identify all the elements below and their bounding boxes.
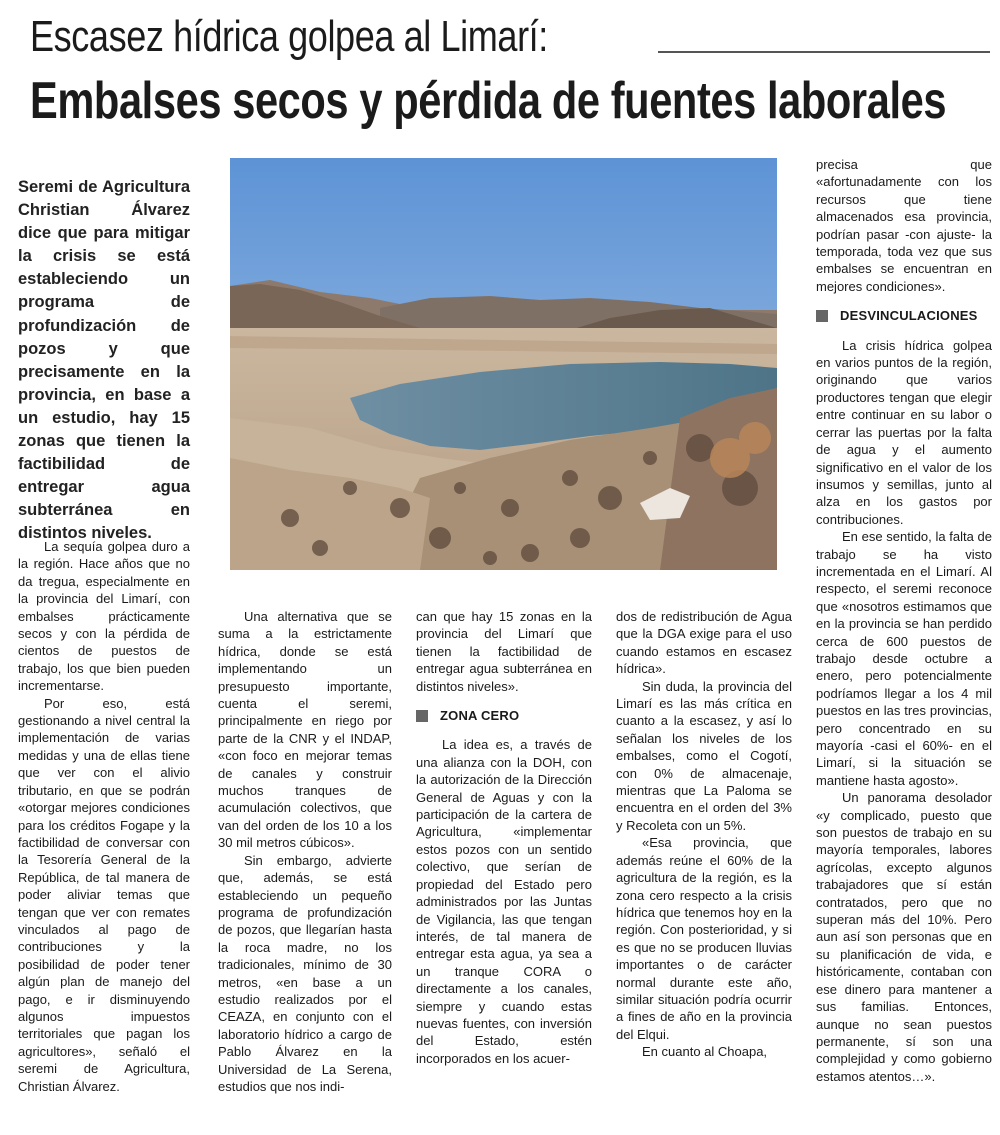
paragraph: can que hay 15 zonas en la provincia del Limarí que tienen la factibilidad de entregar agua subterránea en distintos niveles».	[416, 609, 592, 694]
paragraph: Una alternativa que se suma a la estrictamente hídrica, donde se está implementando un presupuesto importante, cuenta el seremi, principalmente en riego por parte de la CNR y el INDAP, «con foco en mejorar temas de canales y construir muchos tranques de acumulación colectivos, que van del orden de los 10 a los 30 mil metros cúbicos».	[218, 609, 392, 851]
paragraph: «Esa provincia, que además reúne el 60% de la agricultura de la región, es la zona cero respecto a la crisis hídrica que tenemos hoy en la región. Con posterioridad, y si es que no se producen lluvias importantes o de carácter normal durante este año, similar situación podría ocurrir a fines de año en la provincia del Elqui.	[616, 835, 792, 1042]
paragraph: Sin duda, la provincia del Limarí es las más crítica en cuanto a la escasez, y así lo señalan los niveles de los embalses, como el Cogotí, con 0% de almacenaje, mientras que La Paloma se encuentra en el orden del 3% y Recoleta con un 5%.	[616, 678, 792, 833]
paragraph: Por eso, está gestionando a nivel central la implementación de varias medidas y una de ellas tiene que ver con el alivio tributario, en que se podrán «otorgar mejores condiciones para los créditos Fogape y la factibilidad de conversar con la Tesorería General de la República, de tal manera de poder aliviar temas que tengan que ver con remates vinculados al pago de contribuciones y la posibilidad de poder tener algún plan de manejo del pago, e ir disminuyendo algunos impuestos territoriales que pagan los agricultores», señaló el seremi de Agricultura, Christian Álvarez.	[18, 695, 190, 1094]
paragraph: Un panorama desolador «y complicado, puesto que son puestos de trabajo en su mayoría temporales, labores agrícolas, excepto algunos trabajadores que sí están contratados, pero que no superan más del 10%. Pero aun así son personas que en su planificación de vida, e históricamente, contaban con ese dinero para mantener a sus familias. Entonces, aunque no sean puestos permanente, sí son una complejidad y como gobierno estamos atentos…».	[816, 790, 992, 1084]
paragraph: En cuanto al Choapa,	[642, 1044, 768, 1060]
column-3	[416, 608, 592, 1067]
paragraph: dos de redistribución de Agua que la DGA exige para el uso cuando estamos en escasez hídrica».	[616, 609, 792, 677]
article-kicker: Escasez hídrica golpea al Limarí:	[30, 12, 548, 61]
section-subhead	[816, 307, 992, 324]
subhead-label: DESVINCULACIONES	[840, 308, 978, 324]
column-1	[18, 538, 190, 1095]
paragraph: En ese sentido, la falta de trabajo se ha visto incrementada en el Limarí. Al respecto, el seremi reconoce que «nosotros estimamos que en la provincia se han perdido cerca de 600 puestos de trabajo desde octubre a enero, pero potencialmente podríamos llegar a los 4 mil puestos en las tres provincias, pero concentrado en su mayoría -casi el 60%- en el Limarí, si la situación se mantiene hasta agosto».	[816, 529, 992, 788]
article-headline: Embalses secos y pérdida de fuentes laborales	[30, 72, 947, 130]
square-bullet-icon	[416, 710, 428, 722]
column-2	[218, 608, 392, 1095]
section-subhead	[416, 707, 592, 724]
paragraph: Sin embargo, advierte que, además, se está estableciendo un pequeño programa de profundización de pozos, que llegarían hasta la roca madre, no los tradicionales, mínimo de 30 metros, «en base a un estudio realizados por el CEAZA, en conjunto con el laboratorio hídrico a cargo de Pablo Álvarez en la Universidad de La Serena, estudios que nos indi-	[218, 852, 392, 1094]
kicker-rule	[658, 51, 990, 53]
article-lede: Seremi de Agricultura Christian Álvarez dice que para mitigar la crisis se está estableciendo un programa de profundización de pozos y que precisamente en la provincia, en base a un estudio, hay 15 zonas que tienen la factibilidad de entregar agua subterránea en distintos niveles.	[18, 178, 190, 543]
subhead-label: ZONA CERO	[440, 708, 520, 724]
paragraph: La idea es, a través de una alianza con la DOH, con la autorización de la Dirección General de Aguas y con la participación de la cartera de Agricultura, «implementar estos pozos con un sentido colectivo, que serían de propiedad del Estado pero administrados por las Juntas de Vigilancia, las que tengan interés, de tal manera de entregar esta agua, ya sea a un tranque CORA o directamente a los canales, siempre y cuando estas nuevas fuentes, con inversión del Estado, estén incorporados en los acuer-	[416, 737, 592, 1066]
column-5	[816, 156, 992, 1085]
reservoir-landscape-photo	[230, 158, 777, 570]
paragraph: La crisis hídrica golpea en varios puntos de la región, originando que varios productores tengan que elegir entre continuar en su labor o cerrar las puertas por la falta de agua y el aumento significativo en el valor de los insumos y semillas, junto al alza en los gastos por contribuciones.	[816, 337, 992, 527]
column-4	[616, 608, 792, 1061]
square-bullet-icon	[816, 310, 828, 322]
paragraph: precisa que «afortunadamente con los recursos que tiene almacenados esa provincia, podrían pasar -con ajuste- la temporada, toda vez que sus embalses se encuentran en mejores condiciones».	[816, 157, 992, 294]
paragraph: La sequía golpea duro a la región. Hace años que no da tregua, especialmente en la provincia del Limarí, con embalses prácticamente secos y con la pérdida de cientos de puestos de trabajo, los que bien pueden incrementarse.	[18, 539, 190, 694]
